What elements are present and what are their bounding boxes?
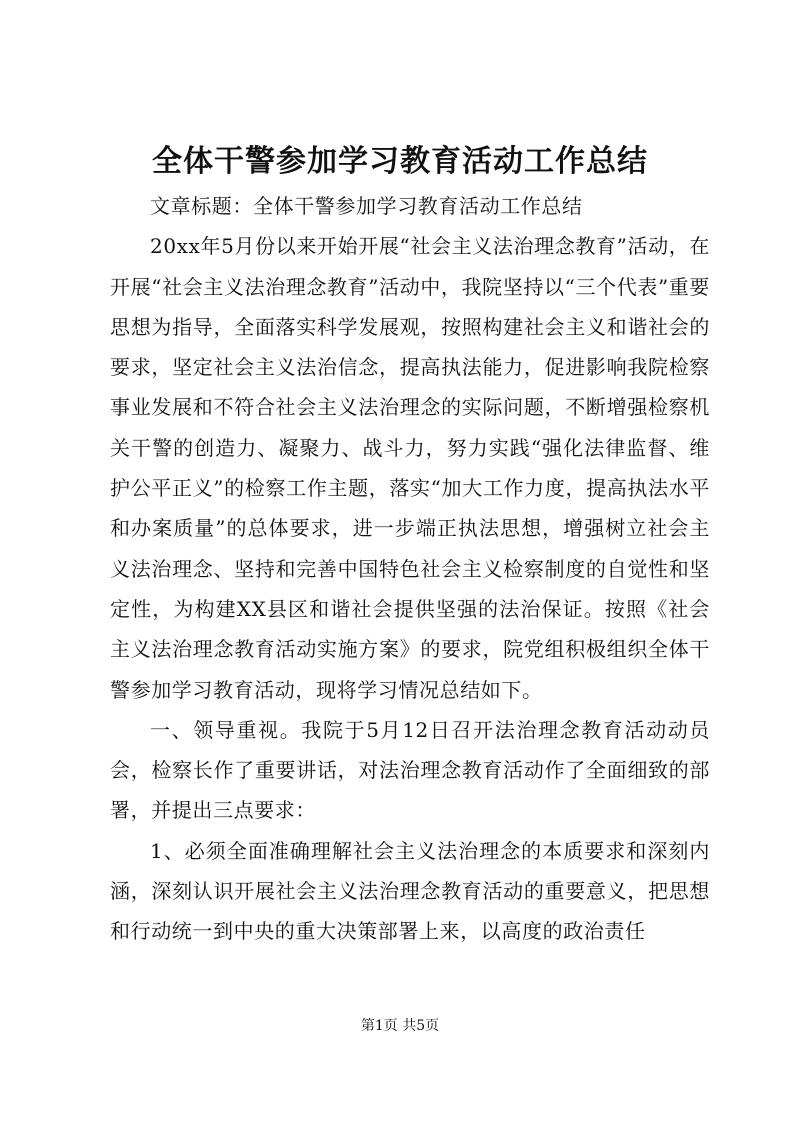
- section-one-paragraph: 一、领导重视。我院于5月12日召开法治理念教育活动动员会，检察长作了重要讲话，对法治理念教育活动作了全面细致的部署，并提出三点要求：: [110, 717, 710, 823]
- page-number-footer: 第1页 共5页: [360, 1018, 440, 1034]
- document-body: [110, 186, 710, 952]
- document-title: 全体干警参加学习教育活动工作总结: [152, 144, 648, 179]
- requirement-one-paragraph: 1、必须全面准确理解社会主义法治理念的本质要求和深刻内涵，深刻认识开展社会主义法治理念教育活动的重要意义，把思想和行动统一到中央的重大决策部署上来，以高度的政治责任: [110, 838, 710, 944]
- article-title-line: 文章标题：全体干警参加学习教育活动工作总结: [150, 194, 583, 218]
- intro-paragraph: 20xx年5月份以来开始开展“社会主义法治理念教育”活动，在开展“社会主义法治理念教育”活动中，我院坚持以“三个代表”重要思想为指导，全面落实科学发展观，按照构建社会主义和谐社会的要求，坚定社会主义法治信念，提高执法能力，促进影响我院检察事业发展和不符合社会主义法治理念的实际问题，不断增强检察机关干警的创造力、凝聚力、战斗力，努力实践“强化法律监督、维护公平正义”的检察工作主题，落实“加大工作力度，提高执法水平和办案质量”的总体要求，进一步端正执法思想，增强树立社会主义法治理念、坚持和完善中国特色社会主义检察制度的自觉性和坚定性，为构建XX县区和谐社会提供坚强的法治保证。按照《社会主义法治理念教育活动实施方案》的要求，院党组积极组织全体干警参加学习教育活动，现将学习情况总结如下。: [110, 234, 710, 702]
